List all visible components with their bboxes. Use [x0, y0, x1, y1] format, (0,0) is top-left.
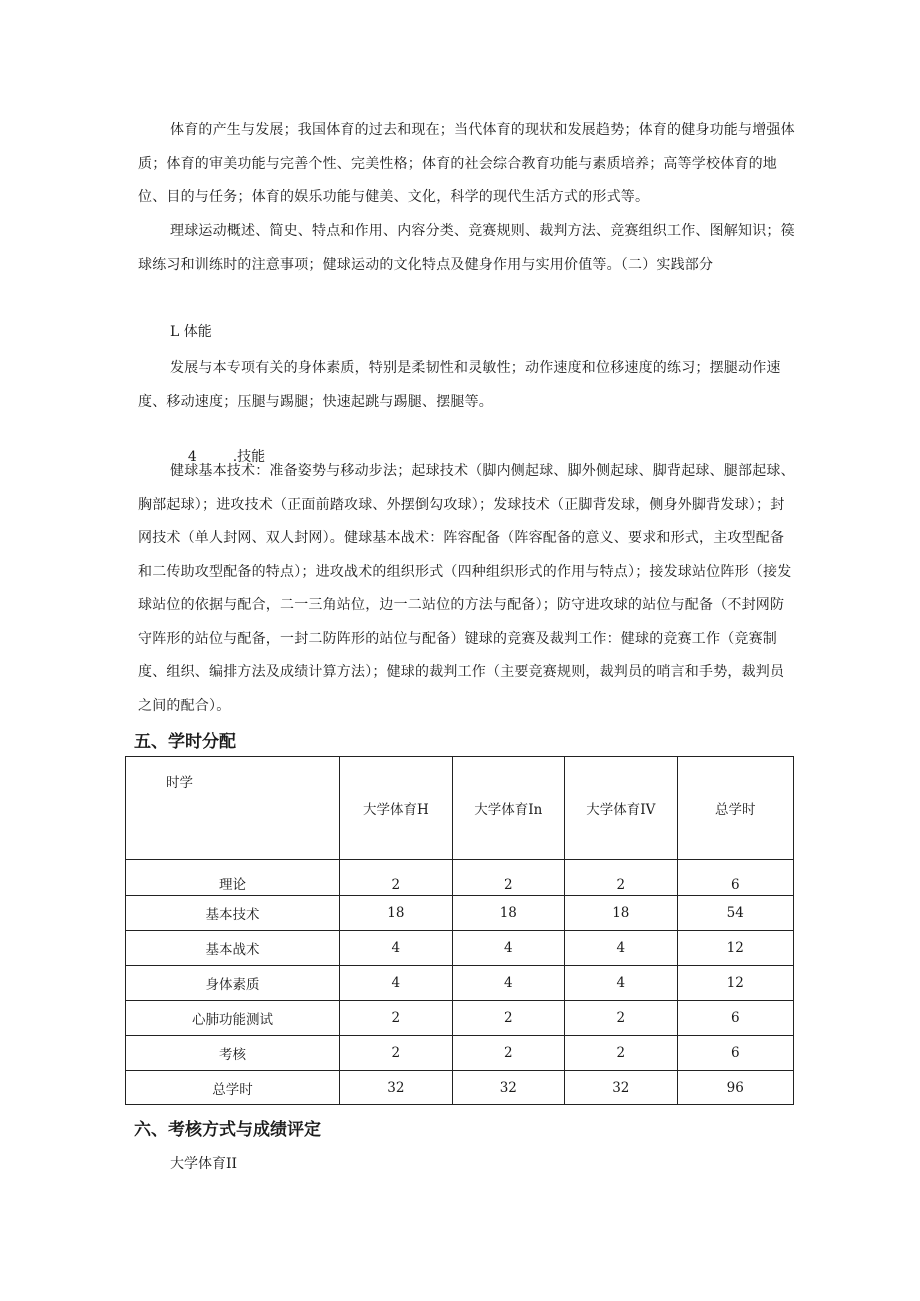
- table-cell: 32: [340, 1071, 452, 1105]
- table-header-row: [126, 757, 794, 860]
- row-label: 理论: [126, 860, 340, 896]
- table-cell: 54: [677, 896, 793, 931]
- table-cell: 4: [565, 931, 677, 966]
- table-cell: 2: [340, 1036, 452, 1071]
- table-cell: 18: [452, 896, 564, 931]
- table-cell: 12: [677, 931, 793, 966]
- table-cell: 2: [565, 860, 677, 896]
- table-cell: 4: [565, 966, 677, 1001]
- table-cell: 6: [677, 1001, 793, 1036]
- item-skills-number: 4: [187, 449, 197, 465]
- table-row: [126, 1071, 794, 1105]
- table-header-cell: 大学体育H: [340, 757, 452, 860]
- row-label: 心肺功能测试: [126, 1001, 340, 1036]
- table-cell: 2: [452, 860, 564, 896]
- row-label: 考核: [126, 1036, 340, 1071]
- table-cell: 2: [340, 860, 452, 896]
- row-label: 基本技术: [126, 896, 340, 931]
- table-cell: 2: [565, 1001, 677, 1036]
- table-cell: 18: [340, 896, 452, 931]
- paragraph-ball-theory: 理球运动概述、简史、特点和作用、内容分类、竞赛规则、裁判方法、竞赛组织工作、图解知识；篌球练习和训练时的注意事项；健球运动的文化特点及健身作用与实用价值等。（二）实践部分: [138, 223, 795, 273]
- table-cell: 12: [677, 966, 793, 1001]
- table-cell: 2: [452, 1001, 564, 1036]
- row-label: 总学时: [126, 1071, 340, 1105]
- table-cell: 4: [452, 931, 564, 966]
- table-cell: 32: [565, 1071, 677, 1105]
- row-label: 基本战术: [126, 931, 340, 966]
- table-row: [126, 1036, 794, 1071]
- row-label: 身体素质: [126, 966, 340, 1001]
- table-header-cell: 大学体育IV: [565, 757, 677, 860]
- table-cell: 6: [677, 1036, 793, 1071]
- table-corner-cell: 时学: [126, 757, 340, 860]
- table-row: [126, 896, 794, 931]
- table-row: [126, 931, 794, 966]
- table-row: [126, 1001, 794, 1036]
- table-header-cell: 总学时: [677, 757, 793, 860]
- item-physical-fitness: L 体能: [170, 324, 212, 340]
- paragraph-skills-detail: 健球基本技术：准备姿势与移动步法；起球技术（脚内侧起球、脚外侧起球、脚背起球、腿部起球、胸部起球）；进攻技术（正面前踏攻球、外摆倒勾攻球）；发球技术（正脚背发球，侧身外脚背发球）；封网技术（单人封网、双人封网）。健球基本战术：阵容配备（阵容配备的意义、要求和形式，主攻型配备和二传助攻型配备的特点）；进攻战术的组织形式（四种组织形式的作用与特点）；接发球站位阵形（接发球站位的依据与配合，二一三角站位，边一二站位的方法与配备）；防守进攻球的站位与配备（不封网防守阵形的站位与配备，一封二防阵形的站位与配备）键球的竞赛及裁判工作：健球的竞赛工作（竞赛制度、组织、编排方法及成绩计算方法）；健球的裁判工作（主要竞赛规则，裁判员的哨言和手势，裁判员之间的配合）。: [138, 463, 795, 714]
- section-title-assessment: 六、考核方式与成绩评定: [134, 1120, 321, 1140]
- table-cell: 4: [340, 931, 452, 966]
- subsection-course-title: 大学体育II: [170, 1156, 238, 1172]
- table-cell: 6: [677, 860, 793, 896]
- table-cell: 18: [565, 896, 677, 931]
- item-skills-label: .技能: [232, 449, 266, 465]
- table-cell: 32: [452, 1071, 564, 1105]
- section-title-hours: 五、学时分配: [134, 732, 236, 752]
- table-cell: 2: [340, 1001, 452, 1036]
- hours-allocation-table: [125, 756, 794, 1105]
- table-cell: 2: [565, 1036, 677, 1071]
- table-cell: 4: [340, 966, 452, 1001]
- table-cell: 2: [452, 1036, 564, 1071]
- table-row: [126, 966, 794, 1001]
- table-cell: 4: [452, 966, 564, 1001]
- table-header-cell: 大学体育In: [452, 757, 564, 860]
- paragraph-fitness-detail: 发展与本专项有关的身体素质，特别是柔韧性和灵敏性；动作速度和位移速度的练习；摆腿动作速度、移动速度；压腿与踢腿；快速起跳与踢腿、摆腿等。: [138, 360, 781, 410]
- table-row: [126, 860, 794, 896]
- paragraph-sports-intro: 体育的产生与发展；我国体育的过去和现在；当代体育的现状和发展趋势；体育的健身功能与增强体质；体育的审美功能与完善个性、完美性格；体育的社会综合教育功能与素质培养；高等学校体育的地位、目的与任务；体育的娱乐功能与健美、文化，科学的现代生活方式的形式等。: [138, 122, 795, 205]
- table-cell: 96: [677, 1071, 793, 1105]
